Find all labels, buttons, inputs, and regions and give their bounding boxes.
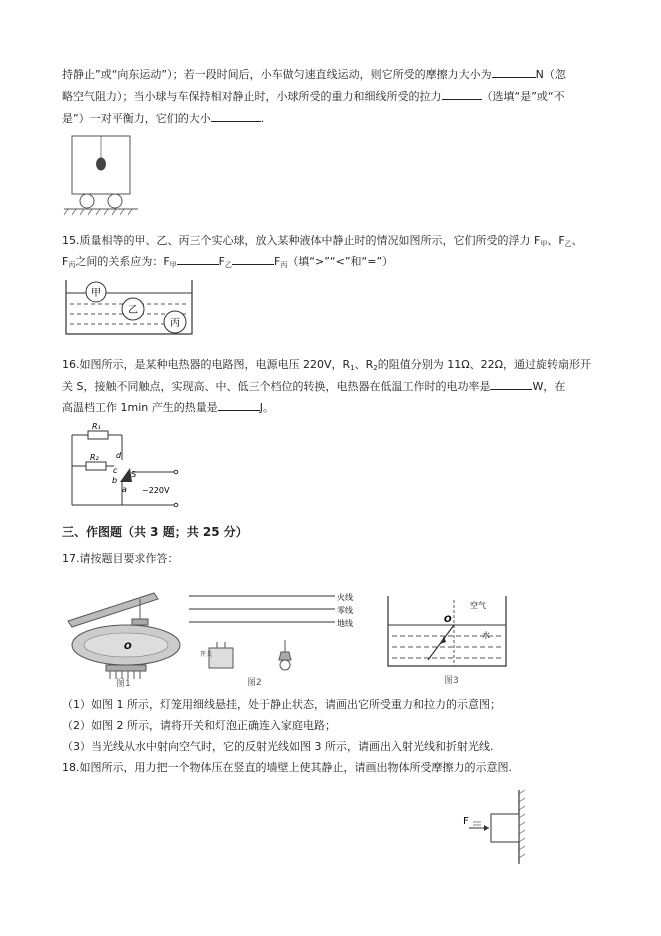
fig2-caption: 图2 <box>247 678 262 688</box>
q14-line2: 略空气阻力）；当小球与车保持相对静止时，小球所受的重力和细线所受的拉力 （选填“是”或“不 <box>62 86 621 108</box>
air-label: 空气 <box>470 601 486 610</box>
wall-block-figure <box>455 786 545 868</box>
voltage-label: ~220V <box>142 486 170 495</box>
force-arrow-icon <box>484 825 489 831</box>
neutral-wire-label: 零线 <box>337 606 353 615</box>
switch-label: 开关 <box>200 651 213 658</box>
ball-yi-label: 乙 <box>128 305 138 316</box>
answer-blank[interactable] <box>177 252 219 265</box>
water-label: 水 <box>482 631 490 640</box>
q15-line2: $F_丙$之间的关系应为：$F_甲$ $F_乙$ $F_丙$（填“>”“<”和“=”） <box>62 251 621 276</box>
fig2-circuit <box>185 592 365 689</box>
fig1-caption: 图1 <box>116 679 131 689</box>
answer-blank[interactable] <box>442 87 482 100</box>
contact-c-label: c <box>113 466 118 475</box>
fig3-caption: 图3 <box>444 676 459 686</box>
section-title: 三、作图题（共 3 题；共 25 分） <box>62 525 248 539</box>
fig1-lantern <box>62 585 182 690</box>
r1-label: R₁ <box>92 422 101 431</box>
fig3-refraction <box>382 590 517 690</box>
r2-label: R₂ <box>90 453 99 462</box>
answer-blank[interactable] <box>211 109 261 122</box>
ball-bing-label: 丙 <box>170 318 180 329</box>
ball-jia-label: 甲 <box>91 288 101 299</box>
cart-figure <box>62 133 142 218</box>
q17-title: 17.请按题目要求作答： <box>62 552 179 565</box>
fan-switch-icon <box>120 468 132 482</box>
circuit-figure <box>62 420 192 515</box>
force-f-label: F <box>463 816 469 827</box>
q17-item2: （2）如图 2 所示，请将开关和灯泡正确连入家庭电路； <box>62 719 336 732</box>
q14-line3: 是”）一对平衡力，它们的大小 . <box>62 108 621 130</box>
o-point-label: O <box>444 615 452 625</box>
bulb-icon <box>280 660 290 670</box>
contact-d-label: d <box>116 451 122 460</box>
q15-line1: 15.质量相等的甲、乙、丙三个实心球，放入某种液体中静止时的情况如图所示，它们所受的浮力 $F_甲$、$F_乙$、 <box>62 234 583 248</box>
q17-item1: （1）如图 1 所示，灯笼用细线悬挂，处于静止状态，请画出它所受重力和拉力的示意图； <box>62 698 501 711</box>
fire-wire-label: 火线 <box>337 593 353 602</box>
answer-blank[interactable] <box>232 252 274 265</box>
contact-b-label: b <box>112 476 118 485</box>
q18-text: 18.如图所示，用力把一个物体压在竖直的墙壁上使其静止，请画出物体所受摩擦力的示意图. <box>62 761 512 774</box>
answer-blank[interactable] <box>218 398 260 411</box>
answer-blank[interactable] <box>492 65 536 78</box>
switch-s-label: S <box>131 470 137 479</box>
q17-item3: （3）当光线从水中射向空气时，它的反射光线如图 3 所示，请画出入射光线和折射光线. <box>62 740 494 753</box>
answer-blank[interactable] <box>490 377 532 390</box>
contact-a-label: a <box>122 485 127 494</box>
ground-wire-label: 地线 <box>337 619 353 628</box>
buoyancy-figure <box>62 276 197 338</box>
q16-line3: 高温档工作 1min 产生的热量是 J。 <box>62 397 621 419</box>
q14-line1: 持静止”或“向东运动”）；若一段时间后，小车做匀速直线运动，则它所受的摩擦力大小为 N（忽 <box>62 64 621 86</box>
q16-line2: 关 S，接触不同触点，实现高、中、低三个档位的转换，电热器在低温工作时的电功率是 W，在 <box>62 376 621 398</box>
q16-line1: 16.如图所示，是某种电热器的电路图，电源电压 220V，$R_1$、$R_2$的阻值分别为 11Ω、22Ω，通过旋转扇形开 <box>62 358 592 372</box>
o-label: O <box>124 642 132 652</box>
